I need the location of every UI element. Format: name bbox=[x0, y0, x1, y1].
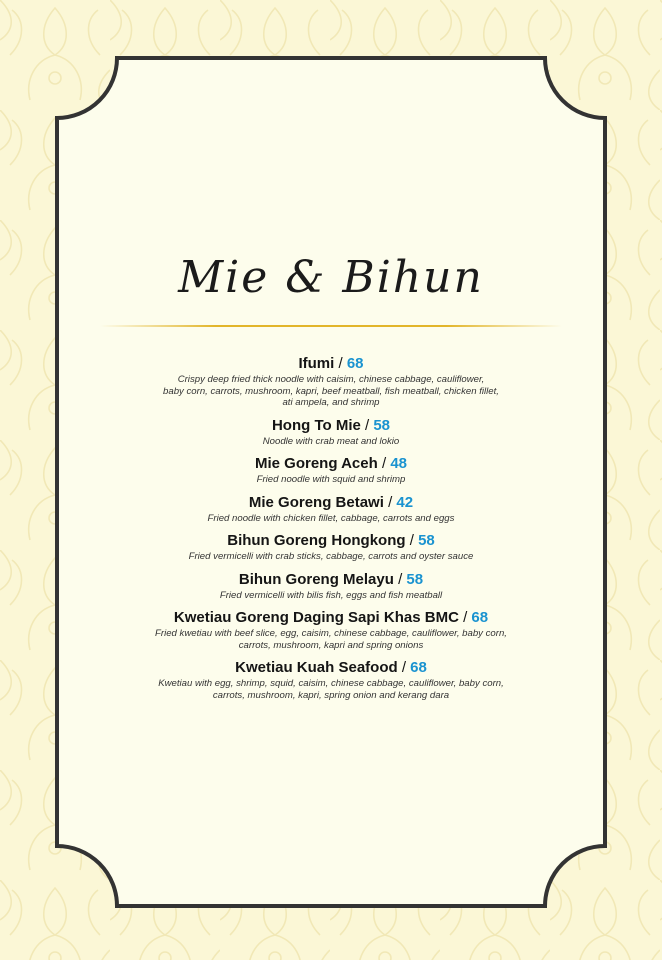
gold-divider bbox=[100, 325, 562, 327]
item-price: 68 bbox=[471, 609, 489, 626]
menu-item: Ifumi / 68 Crispy deep fried thick noodle with caisim, chinese cabbage, cauliflower, baby corn, carrots, mushroom, kapri, beef meatball, fish meatball, chicken fillet, ati ampela, and shrimp bbox=[120, 354, 542, 409]
item-description: Crispy deep fried thick noodle with caisim, chinese cabbage, cauliflower, baby corn, carrots, mushroom, kapri, beef meatball, fish meatball, chicken fillet, ati ampela, and shrimp bbox=[163, 374, 499, 408]
menu-item: Bihun Goreng Hongkong / 58 Fried vermicelli with crab sticks, cabbage, carrots and oyster sauce bbox=[120, 531, 542, 563]
item-price: 48 bbox=[390, 455, 407, 472]
item-price: 58 bbox=[418, 532, 435, 549]
page-title: Mie & Bihun bbox=[178, 252, 484, 303]
item-price: 42 bbox=[396, 493, 414, 511]
item-name: Mie Goreng Betawi bbox=[248, 493, 384, 511]
item-price: 58 bbox=[406, 570, 424, 588]
item-name: Bihun Goreng Hongkong bbox=[227, 532, 406, 549]
menu-item: Kwetiau Goreng Daging Sapi Khas BMC / 68 Fried kwetiau with beef slice, egg, caisim, chinese cabbage, cauliflower, baby corn, carrots, mushroom, kapri and spring onions bbox=[120, 608, 542, 651]
item-price: 68 bbox=[346, 355, 364, 372]
item-name: Ifumi bbox=[298, 355, 335, 372]
menu-list bbox=[120, 354, 542, 708]
item-price: 68 bbox=[410, 659, 427, 676]
menu-item: Bihun Goreng Melayu / 58 Fried vermicelli with bilis fish, eggs and fish meatball bbox=[120, 570, 542, 602]
item-description: Kwetiau with egg, shrimp, squid, caisim, chinese cabbage, cauliflower, baby corn, carrots, mushroom, kapri, spring onion and kerang dara bbox=[158, 678, 504, 701]
item-name: Hong To Mie bbox=[271, 416, 361, 434]
item-name: Mie Goreng Aceh bbox=[254, 455, 378, 472]
item-description: Noodle with crab meat and lokio bbox=[262, 435, 400, 447]
item-name: Kwetiau Goreng Daging Sapi Khas BMC bbox=[173, 609, 459, 626]
item-description: Fried noodle with squid and shrimp bbox=[256, 474, 406, 485]
item-description: Fried noodle with chicken fillet, cabbage, carrots and eggs bbox=[207, 512, 455, 524]
item-name: Kwetiau Kuah Seafood bbox=[235, 659, 398, 676]
item-description: Fried vermicelli with bilis fish, eggs and fish meatball bbox=[219, 589, 443, 601]
menu-item: Mie Goreng Aceh / 48 Fried noodle with squid and shrimp bbox=[120, 454, 542, 486]
item-description: Fried kwetiau with beef slice, egg, caisim, chinese cabbage, cauliflower, baby corn, carrots, mushroom, kapri and spring onions bbox=[155, 628, 507, 651]
menu-item: Mie Goreng Betawi / 42 Fried noodle with chicken fillet, cabbage, carrots and eggs bbox=[120, 493, 542, 525]
item-price: 58 bbox=[373, 416, 391, 434]
item-description: Fried vermicelli with crab sticks, cabbage, carrots and oyster sauce bbox=[188, 551, 474, 562]
menu-item: Kwetiau Kuah Seafood / 68 Kwetiau with egg, shrimp, squid, caisim, chinese cabbage, cauliflower, baby corn, carrots, mushroom, kapri, spring onion and kerang dara bbox=[120, 658, 542, 701]
menu-item: Hong To Mie / 58 Noodle with crab meat and lokio bbox=[120, 416, 542, 448]
item-name: Bihun Goreng Melayu bbox=[238, 570, 394, 588]
